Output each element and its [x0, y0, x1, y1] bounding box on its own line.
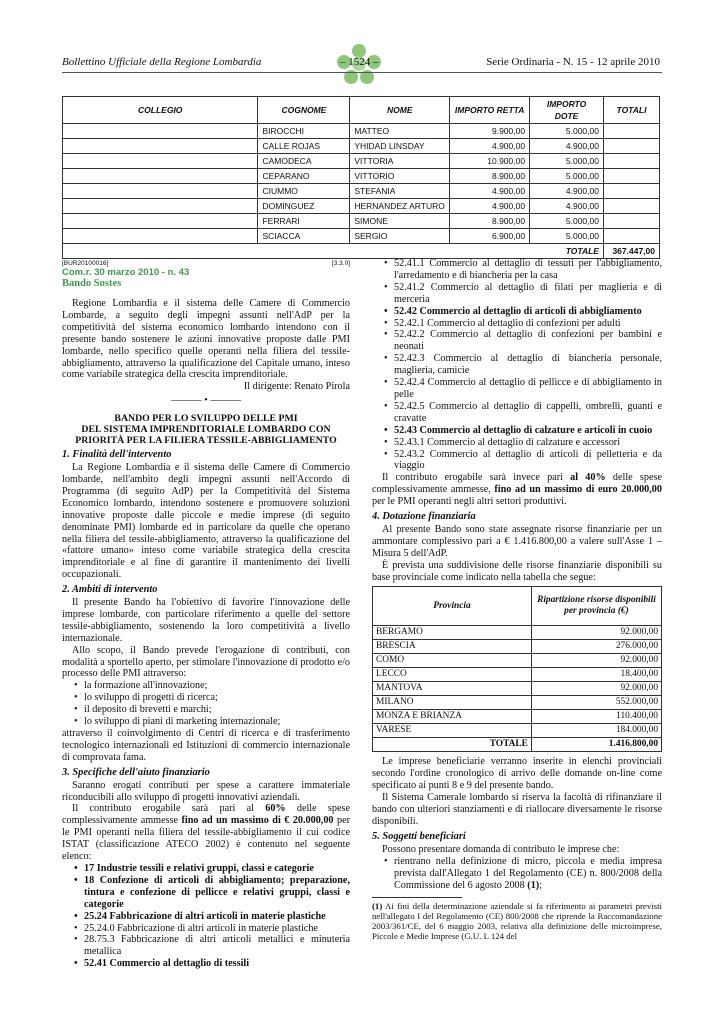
province-cell: VARESE: [373, 724, 532, 738]
list-item: • il deposito di brevetti e marchi;: [74, 704, 350, 716]
table-cell: [603, 184, 659, 199]
footnote: [372, 901, 662, 941]
footnote-mark: (1): [372, 901, 383, 912]
section-3-title: 3. Specifiche dell'aiuto finanziario: [62, 766, 210, 778]
section-2-paragraph: Il presente Bando ha l'obiettivo di favorire l'innovazione delle imprese lombarde, con particolare riferimento a quelle del settore tessile-abbigliamento, sostenendo la loro competitività a livello internazionale.: [62, 597, 350, 644]
table-cell: 8.900,00: [450, 169, 530, 184]
province-cell: LECCO: [373, 668, 532, 682]
province-cell: 184.000,00: [531, 724, 661, 738]
bando-title: [62, 413, 350, 446]
table-cell: [63, 169, 258, 184]
ateco-list-continued: [372, 258, 662, 472]
text-run: per le PMI operanti negli altri settori produttivi.: [372, 496, 567, 508]
table-cell: [63, 139, 258, 154]
bulletin-title: Bollettino Ufficiale della Regione Lombardia: [62, 56, 262, 68]
intro-paragraph: Regione Lombardia e il sistema delle Camere di Commercio Lombarde, a seguito degli impegni assunti nell'AdP per la competitività del sistema economico lombardo intendono con il presente bando sostenere le azioni innovative proposte dalle PMI lombarde, nello specifico quelle operanti nella filiera del tessile-abbigliamento, attraverso la qualificazione del Capitale umano, inteso come variabile strategica della crescita imprenditoriale.: [62, 298, 350, 381]
table-cell: 5.000,00: [530, 124, 604, 139]
right-column: [372, 258, 662, 941]
bando-title-line: PRIORITÀ PER LA FILIERA TESSILE-ABBIGLIAMENTO: [75, 435, 337, 447]
table-cell: SIMONE: [350, 214, 450, 229]
section-3-paragraph: [62, 803, 350, 863]
section-code: [3.3.0]: [331, 260, 350, 267]
table-cell: 4.900,00: [450, 199, 530, 214]
section-2-title: 2. Ambiti di intervento: [62, 584, 158, 596]
section-5-title: 5. Soggetti beneficiari: [372, 830, 466, 842]
contribution-paragraph: [372, 472, 662, 508]
table-cell: 5.000,00: [530, 154, 604, 169]
table-cell: 9.900,00: [450, 124, 530, 139]
list-item: • lo sviluppo di piani di marketing internazionale;: [74, 716, 350, 728]
bando-title-line: BANDO PER LO SVILUPPO DELLE PMI: [114, 413, 298, 425]
list-item: • 17 Industrie tessili e relativi gruppi, classi e categorie: [74, 863, 350, 875]
province-cell: 276.000,00: [531, 640, 661, 654]
col-importo-retta: IMPORTO RETTA: [450, 97, 530, 124]
section-2-list: [62, 680, 350, 728]
separator: ——— • ———: [171, 395, 241, 407]
table-cell: [603, 169, 659, 184]
province-cell: 92.000,00: [531, 626, 661, 640]
table-cell: 6.900,00: [450, 229, 530, 244]
list-item: • 52.43.1 Commercio al dettaglio di calzature e accessori: [384, 437, 662, 449]
province-row: [373, 668, 662, 682]
list-item: • 18 Confezione di articoli di abbigliamento; preparazione, tintura e confezione di pellicce e relativi gruppi, classi e categorie: [74, 875, 350, 911]
table-cell: CAMODECA: [258, 154, 350, 169]
footnote-text: Ai fini della determinazione aziendale si fa riferimento ai parametri previsti nell'allegato I del Regolamento (CE) 800/2008 che riprende la Raccomandazione 2003/361/CE, del 6 maggio 2003, relativa alla definizione delle microimprese, Piccole e Medie Imprese (G.U. L 124 del: [372, 901, 662, 942]
header-rule: [62, 72, 662, 73]
footnote-ref: (1): [527, 879, 540, 891]
col-cognome: COGNOME: [258, 97, 350, 124]
table-header-row: [63, 97, 660, 124]
text-run: per le PMI operanti nella filiera del tessile-abbigliamento il cui codice ISTAT (classificazione ATECO 2002) è contenuto nel seguente elenco:: [62, 815, 350, 863]
table-cell: 4.900,00: [530, 184, 604, 199]
table-cell: CEPARANO: [258, 169, 350, 184]
table-cell: [603, 124, 659, 139]
table-total-row: [63, 244, 660, 259]
table-cell: [603, 229, 659, 244]
table-cell: SERGIO: [350, 229, 450, 244]
footnote-rule: [372, 897, 462, 898]
province-total-row: [373, 738, 662, 752]
list-item: • 52.42 Commercio al dettaglio di articoli di abbigliamento: [384, 306, 662, 318]
table-row: [63, 154, 660, 169]
list-item: • 25.24.0 Fabbricazione di altri articoli in materie plastiche: [74, 923, 350, 935]
list-item: [384, 856, 662, 892]
province-cell: BRESCIA: [373, 640, 532, 654]
com-title: Com.r. 30 marzo 2010 - n. 43: [62, 267, 190, 278]
table-cell: STEFANIA: [350, 184, 450, 199]
students-table: [62, 96, 660, 259]
province-cell: COMO: [373, 654, 532, 668]
text-run: 60%: [265, 803, 286, 815]
text-run: al 40%: [570, 472, 606, 484]
table-cell: BIROCCHI: [258, 124, 350, 139]
col-provincia: Provincia: [373, 587, 532, 626]
list-item: • 52.42.5 Commercio al dettaglio di cappelli, ombrelli, guanti e cravatte: [384, 401, 662, 425]
col-importo-dote: IMPORTO DOTE: [530, 97, 604, 124]
total-value: 367.447,00: [603, 244, 659, 259]
table-row: [63, 124, 660, 139]
list-item: • lo sviluppo di progetti di ricerca;: [74, 692, 350, 704]
section-2-paragraph: Allo scopo, il Bando prevede l'erogazione di contributi, con modalità a sportello aperto, per stimolare l'innovazione di prodotto e/o processo delle PMI attraverso:: [62, 644, 350, 680]
province-cell: 18.400,00: [531, 668, 661, 682]
section-4-paragraph: Le imprese beneficiarie verranno inserite in elenchi provinciali secondo l'ordine cronologico di arrivo delle domande on-line come specificato ai punti 8 e 9 del presente bando.: [372, 756, 662, 792]
province-row: [373, 626, 662, 640]
table-cell: 4.900,00: [450, 184, 530, 199]
province-row: [373, 696, 662, 710]
table-cell: YHIDAD LINSDAY: [350, 139, 450, 154]
table-cell: MATTEO: [350, 124, 450, 139]
list-item: • 25.24 Fabbricazione di altri articoli in materie plastiche: [74, 911, 350, 923]
table-cell: 4.900,00: [530, 199, 604, 214]
section-2-paragraph: attraverso il coinvolgimento di Centri di ricerca e di trasferimento tecnologico internazionali ed Istituzioni di commercio internazionale di comprovata fama.: [62, 728, 350, 763]
table-cell: 5.000,00: [530, 229, 604, 244]
table-row: [63, 199, 660, 214]
text-run: fino ad un massimo di euro 20.000,00: [494, 484, 662, 496]
section-5-list: [372, 856, 662, 892]
text-run: delle spese complessivamente ammesse: [62, 803, 350, 827]
section-3-paragraph: Saranno erogati contributi per spese a carattere immateriale riconducibili allo sviluppo di progetti innovativi aziendali.: [62, 779, 350, 803]
table-cell: 8.900,00: [450, 214, 530, 229]
text-run: ;: [539, 879, 543, 891]
signature: Il dirigente: Renato Pirola: [243, 381, 350, 393]
section-1-title: 1. Finalità dell'intervento: [62, 449, 172, 461]
province-cell: MONZA E BRIANZA: [373, 710, 532, 724]
list-item: • 52.41 Commercio al dettaglio di tessili: [74, 958, 350, 970]
province-cell: BERGAMO: [373, 626, 532, 640]
province-total-value: 1.416.800,00: [531, 738, 661, 752]
table-row: [63, 169, 660, 184]
table-cell: 4.900,00: [450, 139, 530, 154]
table-cell: SCIACCA: [258, 229, 350, 244]
table-cell: 10.900,00: [450, 154, 530, 169]
text-run: delle spese complessivamente ammesse,: [372, 472, 662, 496]
col-totali: TOTALI: [603, 97, 659, 124]
province-total-label: TOTALE: [373, 738, 532, 752]
list-item: • 52.43 Commercio al dettaglio di calzature e articoli in cuoio: [384, 425, 662, 437]
table-cell: [63, 229, 258, 244]
list-item: • 52.43.2 Commercio al dettaglio di articoli di pelletteria e da viaggio: [384, 449, 662, 473]
list-item: • 52.41.2 Commercio al dettaglio di filati per maglieria e di merceria: [384, 282, 662, 306]
table-cell: [63, 154, 258, 169]
bur-code: [BUR20100016]: [62, 260, 109, 267]
list-item: • 52.42.1 Commercio al dettaglio di confezioni per adulti: [384, 318, 662, 330]
table-cell: CIUMMO: [258, 184, 350, 199]
list-item: • la formazione all'innovazione;: [74, 680, 350, 692]
text-run: Il contributo erogabile sarà pari al: [72, 803, 266, 815]
col-ripartizione: Ripartizione risorse disponibili per provincia (€): [531, 587, 661, 626]
table-cell: HERNANDEZ ARTURO: [350, 199, 450, 214]
section-4-paragraph: Il Sistema Camerale lombardo si riserva la facoltà di rifinanziare il bando con ulteriori stanziamenti e di riallocare diversamente le risorse disponibili.: [372, 792, 662, 827]
table-cell: DOMINGUEZ: [258, 199, 350, 214]
list-item: • 52.42.2 Commercio al dettaglio di confezioni per bambini e neonati: [384, 329, 662, 353]
province-table: [372, 586, 662, 752]
section-1-paragraph: La Regione Lombardia e il sistema delle Camere di Commercio lombarde, nell'ambito degli impegni assunti nell'Accordo di Programma (di seguito AdP) per la Competitività del Sistema Economico lombardo, intendono sostenere e promuovere soluzioni innovative proposte dalle piccole e medie imprese (di seguito denominate PMI) lombarde ed in particolare da quelle che operano nella filiera del tessile-abbigliamento, attraverso la qualificazione del «fattore umano» inteso come variabile strategica della crescita imprenditoriale e al fine di garantire il mantenimento dei livelli occupazionali.: [62, 462, 350, 581]
table-cell: VITTORIO: [350, 169, 450, 184]
text-run: fino ad un massimo di € 20.000,00: [181, 815, 334, 827]
bando-title-line: DEL SISTEMA IMPRENDITORIALE LOMBARDO CON: [81, 424, 331, 436]
table-cell: FERRARI: [258, 214, 350, 229]
province-row: [373, 710, 662, 724]
ateco-list: [62, 863, 350, 970]
list-item: • 52.42.3 Commercio al dettaglio di biancheria personale, maglieria, camicie: [384, 353, 662, 377]
col-nome: NOME: [350, 97, 450, 124]
table-row: [63, 229, 660, 244]
page-number: – 1524 –: [340, 56, 379, 68]
col-collegio: COLLEGIO: [63, 97, 258, 124]
table-row: [63, 214, 660, 229]
section-4-paragraph: Al presente Bando sono state assegnate risorse finanziarie per un ammontare complessivo pari a € 1.416.800,00 a valere sull'Asse 1 – Misura 5 dell'AdP.: [372, 523, 662, 559]
table-cell: 4.900,00: [530, 139, 604, 154]
com-subtitle: Bando Sostes: [62, 278, 122, 289]
table-cell: [603, 214, 659, 229]
section-4-paragraph: È prevista una suddivisione delle risorse finanziarie disponibili su base provinciale come indicato nella tabella che segue:: [372, 559, 662, 583]
table-cell: 5.000,00: [530, 169, 604, 184]
province-row: [373, 682, 662, 696]
province-row: [373, 724, 662, 738]
total-label: TOTALE: [63, 244, 604, 259]
series-info: Serie Ordinaria - N. 15 - 12 aprile 2010: [486, 56, 660, 68]
section-4-title: 4. Dotazione finanziaria: [372, 511, 476, 523]
province-header-row: [373, 587, 662, 626]
province-cell: 92.000,00: [531, 682, 661, 696]
list-item: • 52.42.4 Commercio al dettaglio di pellicce e di abbigliamento in pelle: [384, 377, 662, 401]
section-5-paragraph: Possono presentare domanda di contributo le imprese che:: [382, 843, 620, 855]
table-cell: [63, 199, 258, 214]
province-cell: MANTOVA: [373, 682, 532, 696]
province-cell: 92.000,00: [531, 654, 661, 668]
table-cell: 5.000,00: [530, 214, 604, 229]
province-cell: MILANO: [373, 696, 532, 710]
list-item: • 52.41.1 Commercio al dettaglio di tessuti per l'abbigliamento, l'arredamento e di biancheria per la casa: [384, 258, 662, 282]
province-cell: 110.400,00: [531, 710, 661, 724]
table-cell: [603, 139, 659, 154]
table-cell: [63, 214, 258, 229]
table-cell: [63, 184, 258, 199]
table-cell: [63, 124, 258, 139]
table-row: [63, 184, 660, 199]
table-cell: [603, 154, 659, 169]
province-cell: 552.000,00: [531, 696, 661, 710]
table-cell: CALLE ROJAS: [258, 139, 350, 154]
table-row: [63, 139, 660, 154]
table-cell: VITTORIA: [350, 154, 450, 169]
table-cell: [603, 199, 659, 214]
province-row: [373, 640, 662, 654]
text-run: Il contributo erogabile sarà invece pari: [382, 472, 571, 484]
left-column: [62, 258, 350, 970]
province-row: [373, 654, 662, 668]
list-item: • 28.75.3 Fabbricazione di altri articoli metallici e minuteria metallica: [74, 934, 350, 958]
text-run: rientrano nella definizione di micro, piccola e media impresa prevista dall'Allegato 1 del Regolamento (CE) n. 800/2008 della Commissione del 6 agosto 2008: [394, 855, 662, 891]
